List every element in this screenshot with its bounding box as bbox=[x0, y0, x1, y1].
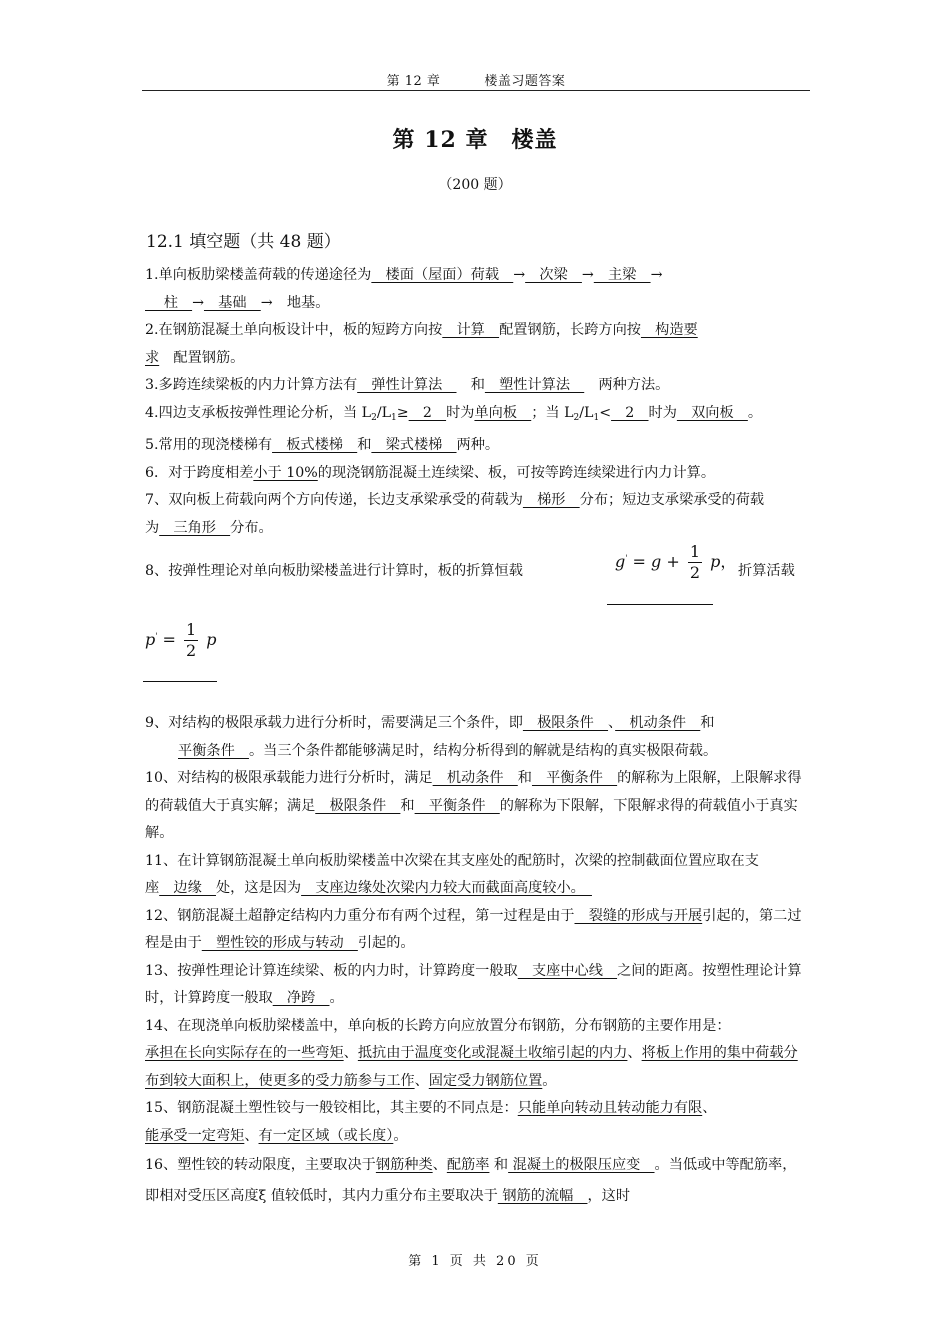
text-fragment: 9、对结构的极限承载力进行分析时，需要满足三个条件，即 bbox=[145, 715, 523, 731]
text-fragment: 5.常用的现浇楼梯有 bbox=[145, 437, 273, 453]
text-fragment: → bbox=[581, 267, 594, 283]
answer-blank: 梯形 bbox=[522, 492, 580, 508]
question-4 bbox=[145, 400, 809, 433]
header-doc-title: 楼盖习题答案 bbox=[484, 74, 566, 89]
text-fragment: → bbox=[260, 294, 273, 311]
text-fragment: 1 bbox=[689, 542, 701, 561]
answer-blank: 构造要 bbox=[640, 322, 698, 338]
text-fragment: p bbox=[201, 630, 217, 649]
page-footer: 第 1 页 共 20 页 bbox=[408, 1254, 542, 1269]
text-fragment: 地基。 bbox=[272, 294, 330, 311]
text-fragment: 和 bbox=[357, 437, 372, 453]
answer-blank: 平衡条件 bbox=[531, 770, 618, 786]
answer-blank: 只能单向转动且转动能力有限 bbox=[517, 1100, 703, 1116]
text-fragment: 分布。 bbox=[230, 519, 273, 536]
answer-blank: 混凝土的极限压应变 bbox=[508, 1157, 655, 1173]
text-fragment: 引起的。 bbox=[357, 935, 415, 951]
answer-blank: 净跨 bbox=[272, 990, 330, 1006]
answer-blank: 2 bbox=[408, 404, 447, 421]
text-fragment: 1 bbox=[186, 620, 197, 639]
answer-blank: 2 bbox=[611, 404, 649, 421]
answer-blank: 平衡条件 bbox=[414, 797, 500, 814]
answer-blank: 柱 bbox=[145, 294, 193, 311]
answer-blank: 有一定区域（或长度） bbox=[258, 1127, 394, 1144]
answer-blank: 塑性铰的形成与转动 bbox=[201, 935, 358, 951]
question-7 bbox=[145, 487, 809, 542]
text-fragment: 2 bbox=[371, 412, 377, 423]
text-fragment: 1.单向板肋梁楼盖荷载的传递途径为 bbox=[145, 267, 372, 283]
text-fragment: < bbox=[599, 404, 612, 421]
answer-blank: 极限条件 bbox=[522, 715, 609, 731]
text-fragment: ， bbox=[720, 552, 737, 571]
page-header bbox=[142, 70, 810, 91]
fraction bbox=[688, 542, 702, 583]
answer-blank: 弹性计算法 bbox=[357, 377, 457, 393]
answer-blank: 塑性计算法 bbox=[484, 377, 585, 393]
text-fragment: 配置钢筋。 bbox=[159, 349, 245, 366]
text-fragment: 3.多跨连续梁板的内力计算方法有 bbox=[145, 377, 358, 393]
text-fragment: 、 bbox=[608, 715, 616, 731]
text-fragment: 2.在钢筋混凝土单向板设计中，板的短跨方向按 bbox=[145, 322, 443, 338]
answer-blank: 双向板 bbox=[676, 404, 748, 421]
text-fragment: 时为 bbox=[446, 404, 475, 421]
fraction bbox=[184, 620, 198, 661]
text-fragment: → bbox=[192, 294, 204, 311]
section-title: 12.1 填空题（共 48 题） bbox=[146, 232, 341, 252]
page-title: 第 12 章 楼盖 bbox=[392, 127, 558, 153]
text-fragment: 和 bbox=[400, 797, 415, 814]
question-list bbox=[145, 262, 809, 1212]
formula-underline bbox=[143, 681, 217, 682]
text-fragment: 时为 bbox=[648, 404, 677, 421]
text-fragment: 的解称为上限解，上限解求得的荷载值大于真实解；满足 bbox=[145, 770, 802, 814]
page-subtitle: （200 题） bbox=[438, 177, 512, 193]
text-fragment: 4.四边支承板按弹性理论分析，当 L bbox=[145, 404, 372, 421]
answer-blank: 平衡条件 bbox=[178, 742, 249, 759]
question-14 bbox=[145, 1013, 809, 1096]
answer-blank: 次梁 bbox=[525, 267, 582, 283]
answer-blank: 单向板 bbox=[474, 404, 532, 421]
text-fragment: 、 bbox=[432, 1157, 447, 1173]
text-fragment: ，这时 bbox=[587, 1188, 631, 1204]
answer-blank: 机动条件 bbox=[615, 715, 701, 731]
answer-blank: 主梁 bbox=[593, 267, 651, 283]
answer-blank: 小于 10% bbox=[253, 464, 318, 481]
text-fragment: 。当三个条件都能够满足时，结构分析得到的解就是结构的真实极限荷载。 bbox=[248, 742, 718, 759]
text-fragment: /L bbox=[579, 404, 594, 421]
text-fragment: g bbox=[615, 552, 626, 571]
text-fragment: 15、钢筋混凝土塑性铰与一般铰相比，其主要的不同点是： bbox=[145, 1100, 518, 1116]
text-fragment: 、 bbox=[627, 1045, 642, 1061]
text-fragment: 、 bbox=[343, 1045, 358, 1061]
question-3 bbox=[145, 372, 809, 400]
formula-underline bbox=[607, 604, 713, 605]
text-fragment: 1 bbox=[593, 412, 600, 423]
answer-blank: 固定受力钢筋位置 bbox=[428, 1072, 543, 1089]
question-6 bbox=[145, 460, 809, 488]
answer-blank: 支座边缘处次梁内力较大而截面高度较小。 bbox=[301, 880, 592, 896]
text-fragment: 两种方法。 bbox=[584, 377, 670, 393]
text-fragment: = bbox=[157, 630, 182, 649]
text-fragment: ' bbox=[625, 553, 628, 563]
text-fragment: → bbox=[513, 267, 526, 283]
text-fragment: 。 bbox=[542, 1072, 557, 1089]
text-fragment: 折算活载 bbox=[738, 563, 795, 579]
text-fragment: /L bbox=[376, 404, 392, 421]
answer-blank: 板式楼梯 bbox=[272, 437, 358, 453]
answer-blank: 钢筋种类 bbox=[375, 1157, 433, 1173]
text-fragment: 配置钢筋，长跨方向按 bbox=[499, 322, 641, 338]
question-9 bbox=[145, 710, 809, 765]
text-fragment: 1 bbox=[391, 412, 397, 423]
text-fragment: 16、塑性铰的转动限度，主要取决于 bbox=[145, 1157, 376, 1173]
answer-blank: 钢筋的流幅 bbox=[497, 1188, 588, 1204]
text-fragment: ≥ bbox=[396, 404, 409, 421]
answer-blank: 配筋率 bbox=[446, 1157, 490, 1173]
text-fragment: p bbox=[705, 552, 721, 571]
text-fragment: 2 bbox=[573, 412, 580, 423]
text-fragment: 两种。 bbox=[456, 437, 500, 453]
text-fragment: 处，这是因为 bbox=[215, 880, 302, 896]
text-fragment: 的现浇钢筋混凝土连续梁、板，可按等跨连续梁进行内力计算。 bbox=[317, 464, 716, 481]
text-fragment: 2 bbox=[689, 563, 701, 582]
text-fragment: ' bbox=[155, 631, 158, 641]
text-fragment: 和 bbox=[456, 377, 485, 393]
question-1 bbox=[145, 262, 809, 317]
question-8 bbox=[145, 542, 809, 620]
text-fragment: 10、对结构的极限承载能力进行分析时，满足 bbox=[145, 770, 433, 786]
answer-blank: 楼面（屋面）荷载 bbox=[371, 267, 514, 283]
text-fragment: 14、在现浇单向板肋梁楼盖中，单向板的长跨方向应放置分布钢筋，分布钢筋的主要作用是： bbox=[145, 1017, 731, 1034]
text-fragment: 。 bbox=[393, 1127, 408, 1144]
question-11 bbox=[145, 848, 809, 903]
question-10 bbox=[145, 765, 809, 848]
text-fragment: 11、在计算钢筋混凝土单向板肋梁楼盖中次梁在其支座处的配筋时，次梁的控制截面位置应取在支座 bbox=[145, 852, 759, 896]
answer-blank: 极限条件 bbox=[315, 797, 401, 814]
answer-blank: 三角形 bbox=[159, 519, 231, 536]
question-16 bbox=[145, 1150, 809, 1212]
text-fragment: 。 bbox=[747, 404, 763, 421]
text-fragment: 。当低或中等配筋率，即相对受压区高度ξ 值较低时，其内力重分布主要取决于 bbox=[145, 1157, 797, 1204]
text-fragment: 、 bbox=[702, 1100, 717, 1116]
text-fragment: 2 bbox=[186, 641, 197, 660]
answer-blank: 求 bbox=[145, 349, 160, 366]
text-fragment: 、 bbox=[244, 1127, 259, 1144]
text-fragment: 分布；短边支承梁承受的荷载为 bbox=[145, 492, 765, 536]
formula-dead-load bbox=[615, 542, 736, 583]
answer-blank: 抵抗由于温度变化或混凝土收缩引起的内力 bbox=[357, 1045, 628, 1061]
text-fragment: 6．对于跨度相差 bbox=[145, 464, 254, 481]
answer-blank: 支座中心线 bbox=[517, 962, 618, 979]
text-fragment: = g + bbox=[627, 552, 685, 571]
text-fragment: 引起的，第二过程是由于 bbox=[145, 907, 802, 951]
text-fragment: → bbox=[650, 267, 663, 283]
text-fragment: 8、按弹性理论对单向板肋梁楼盖进行计算时，板的折算恒载 bbox=[145, 563, 523, 579]
text-fragment: 13、按弹性理论计算连续梁、板的内力时，计算跨度一般取 bbox=[145, 962, 518, 979]
text-fragment: ；当 L bbox=[531, 404, 574, 421]
answer-blank: 裂缝的形成与开展 bbox=[574, 907, 703, 924]
text-fragment: 12、钢筋混凝土超静定结构内力重分布有两个过程，第一过程是由于 bbox=[145, 907, 575, 924]
text-fragment: 和 bbox=[489, 1157, 509, 1173]
answer-blank: 边缘 bbox=[159, 880, 216, 896]
text-fragment: 、 bbox=[414, 1072, 429, 1089]
text-fragment: 。 bbox=[329, 990, 344, 1006]
answer-blank: 能承受一定弯矩 bbox=[145, 1127, 245, 1144]
answer-blank: 基础 bbox=[203, 294, 261, 311]
answer-blank: 承担在长向实际存在的一些弯矩 bbox=[145, 1045, 344, 1061]
text-fragment: p bbox=[145, 630, 156, 649]
question-15 bbox=[145, 1095, 809, 1150]
text-fragment: 和 bbox=[700, 715, 715, 731]
answer-blank: 将板上作用的集中荷载分布到较大面积上，使更多的受力筋参与工作 bbox=[145, 1045, 798, 1089]
text-fragment: 和 bbox=[517, 770, 532, 786]
question-12 bbox=[145, 903, 809, 958]
answer-blank: 计算 bbox=[442, 322, 500, 338]
text-fragment: 7、双向板上荷载向两个方向传递，长边支承梁承受的荷载为 bbox=[145, 492, 523, 508]
question-2 bbox=[145, 317, 809, 372]
answer-blank: 梁式楼梯 bbox=[371, 437, 457, 453]
text-fragment: 之间的距离。按塑性理论计算时，计算跨度一般取 bbox=[145, 962, 802, 1006]
question-13 bbox=[145, 958, 809, 1013]
formula-live-load bbox=[145, 620, 809, 710]
question-5 bbox=[145, 432, 809, 460]
text-fragment: 的解称为下限解，下限解求得的荷载值小于真实解。 bbox=[145, 797, 798, 841]
header-chapter: 第 12 章 bbox=[386, 74, 441, 89]
answer-blank: 机动条件 bbox=[432, 770, 518, 786]
